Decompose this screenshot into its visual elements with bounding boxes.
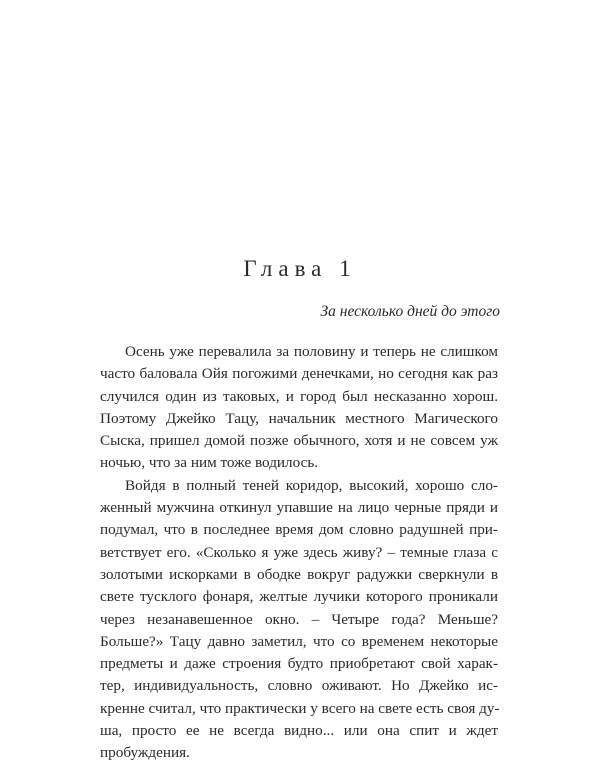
text-line: Поэтому Джейко Тацу, начальник местного Магического	[100, 409, 498, 427]
paragraph-1	[100, 341, 498, 475]
text-line: золотыми искорками в ободке вокруг радужки сверкнули в	[100, 565, 498, 583]
chapter-epigraph: За несколько дней до этого	[320, 303, 500, 320]
text-line: пробуждения.	[100, 744, 190, 762]
text-line: Сыска, пришел домой позже обычного, хотя и не совсем уж	[100, 432, 498, 450]
text-line: подумал, что в последнее время дом словно радушней при-	[100, 521, 498, 539]
text-line: тер, индивидуальность, словно оживают. Но Джейко ис-	[100, 677, 498, 695]
text-line: случился один из таковых, и город был несказанно хорош.	[100, 387, 498, 405]
text-line: через незанавешенное окно. – Четыре года? Меньше?	[100, 610, 498, 628]
paragraph-2	[100, 475, 498, 765]
chapter-title: Глава 1	[243, 256, 357, 281]
text-line: Осень уже перевалила за половину и теперь не слишком	[125, 343, 498, 360]
text-line: женный мужчина откинул упавшие на лицо черные пряди и	[100, 499, 498, 517]
text-line: кренне считал, что практически у всего на свете есть своя ду-	[100, 699, 500, 717]
text-line: ветствует его. «Сколько я уже здесь живу? – темные глаза с	[100, 543, 498, 561]
chapter-body	[100, 341, 498, 765]
text-line: ша, просто ее не всегда видно... или она спит и ждет	[100, 722, 498, 740]
text-line: предметы и даже строения будто приобретают свой харак-	[100, 655, 498, 673]
text-line: Больше?» Тацу давно заметил, что со временем некоторые	[100, 632, 498, 650]
text-line: часто баловала Ойя погожими денечками, но сегодня как раз	[100, 365, 498, 383]
text-line: Войдя в полный теней коридор, высокий, хорошо сло-	[125, 476, 498, 494]
text-line: ночью, что за ним тоже водилось.	[100, 454, 319, 472]
text-line: свете тусклого фонаря, желтые лучики которого проникали	[100, 588, 498, 606]
